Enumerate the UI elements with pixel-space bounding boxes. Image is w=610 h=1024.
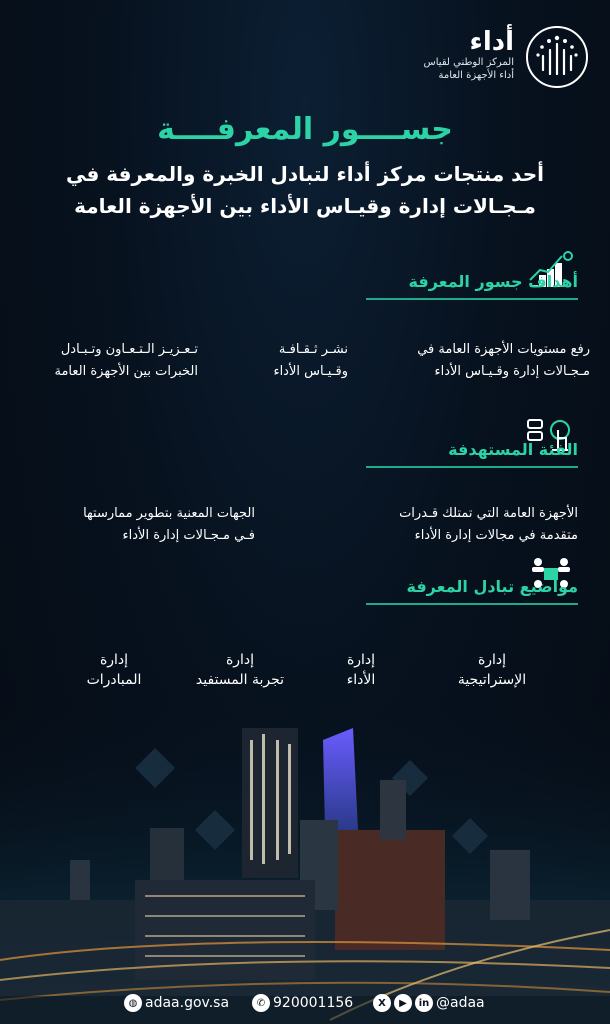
footer-website[interactable] [124, 990, 229, 1016]
target-1-line-2: متقدمة في مجالات إدارة الأداء [414, 528, 578, 543]
page-title: جســــور المعرفــــة [157, 112, 453, 147]
x-icon: X [373, 994, 391, 1012]
topics-divider [366, 603, 578, 605]
topic-item-1 [432, 650, 552, 690]
goal-2-line-2: وقـيـاس الأداء [273, 364, 348, 379]
subtitle-line-2: مـجـالات إدارة وقيـاس الأداء بين الأجهزة العامة [74, 194, 536, 218]
topics-heading: مواضيع تبادل المعرفة [406, 577, 578, 596]
subtitle-line-1: أحد منتجات مركز أداء لتبادل الخبرة والمعرفة في [65, 162, 545, 186]
topic-3-line-1: إدارة [225, 652, 255, 668]
goal-1-line-2: مـجـالات إدارة وقـيـاس الأداء [434, 364, 590, 379]
org-subtitle-2: أداء الأجهزة العامة [438, 70, 514, 81]
topic-4-line-2: المبادرات [86, 672, 142, 688]
target-item-2 [45, 503, 255, 547]
handle-text: @adaa [436, 995, 485, 1011]
topic-4-line-1: إدارة [99, 652, 129, 668]
website-text: adaa.gov.sa [145, 995, 230, 1011]
footer-phone[interactable] [252, 990, 353, 1016]
topic-1-line-2: الإستراتيجية [457, 672, 527, 688]
phone-icon: ✆ [252, 994, 270, 1012]
topic-item-4 [64, 650, 164, 690]
city-skyline-image [0, 700, 610, 1024]
target-divider [366, 466, 578, 468]
adaa-logo-icon [524, 24, 590, 90]
topic-item-3 [175, 650, 305, 690]
goal-item-2 [238, 339, 348, 383]
goals-heading: أهداف جسور المعرفة [408, 272, 578, 291]
goal-3-line-2: الخبرات بين الأجهزة العامة [54, 364, 198, 379]
target-2-line-2: فـي مـجـالات إدارة الأداء [122, 528, 255, 543]
logo-text [424, 28, 514, 82]
topic-2-line-2: الأداء [346, 672, 376, 688]
youtube-icon: ▶ [394, 994, 412, 1012]
target-item-1 [358, 503, 578, 547]
goal-3-line-1: تـعـزيـز الـتـعـاون وتـبـادل [60, 342, 198, 357]
phone-text: 920001156 [273, 995, 354, 1011]
goals-divider [366, 298, 578, 300]
topic-1-line-1: إدارة [477, 652, 507, 668]
goal-1-line-1: رفع مستويات الأجهزة العامة في [417, 342, 590, 357]
linkedin-icon: in [415, 994, 433, 1012]
topic-2-line-1: إدارة [346, 652, 376, 668]
goal-item-1 [380, 339, 590, 383]
topic-3-line-2: تجربة المستفيد [195, 672, 285, 688]
org-name: أداء [469, 27, 514, 57]
goal-item-3 [18, 339, 198, 383]
org-subtitle-1: المركز الوطني لقياس [423, 57, 514, 68]
topic-item-2 [326, 650, 396, 690]
page-subtitle [30, 158, 580, 222]
globe-icon: ◍ [124, 994, 142, 1012]
target-1-line-1: الأجهزة العامة التي تمتلك قـدرات [399, 506, 578, 521]
footer-social[interactable] [373, 990, 485, 1016]
target-heading: الفئة المستهدفة [448, 440, 578, 459]
footer [0, 990, 610, 1016]
target-2-line-1: الجهات المعنية بتطوير ممارستها [83, 506, 255, 521]
goal-2-line-1: نشـر ثـقـافـة [278, 342, 348, 357]
